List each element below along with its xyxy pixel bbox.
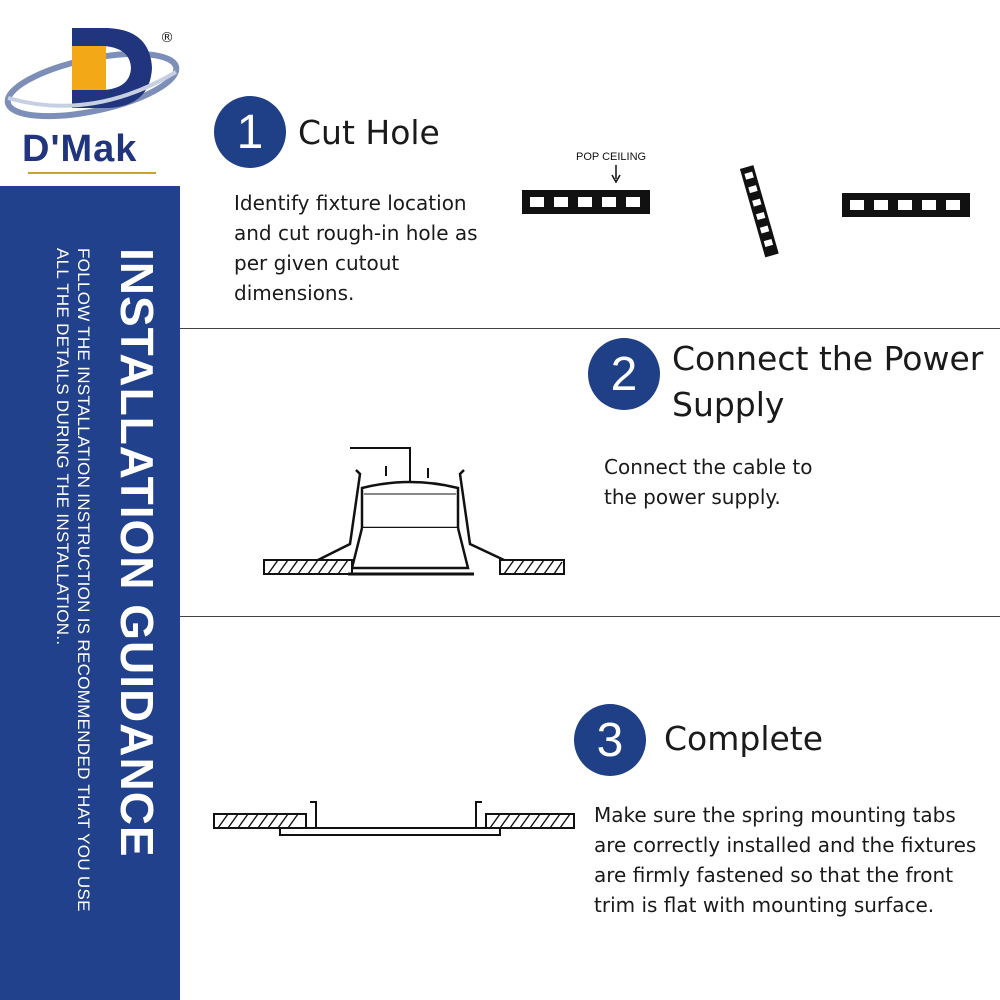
logo-underline bbox=[28, 172, 156, 174]
step-3-title: Complete bbox=[664, 719, 824, 758]
cut-piece bbox=[740, 165, 779, 257]
step-3-number: 3 bbox=[574, 704, 646, 776]
installed-fixture-diagram bbox=[212, 800, 577, 850]
registered-mark: ® bbox=[160, 30, 174, 46]
logo-wordmark: D'Mak bbox=[22, 128, 138, 170]
ceiling-board-left bbox=[522, 190, 650, 214]
sidebar-subtitle: FOLLOW THE INSTALLATION INSTRUCTION IS RECOMMENDED THAT YOU USE ALL THE DETAILS DURING THE INSTALLATION.. bbox=[53, 248, 93, 912]
step-1-number: 1 bbox=[214, 96, 286, 168]
step-2-title: Connect the Power Supply bbox=[672, 339, 984, 424]
step-1-title: Cut Hole bbox=[298, 113, 440, 152]
divider-1 bbox=[180, 328, 1000, 329]
step-2-description: Connect the cable to the power supply. bbox=[604, 455, 813, 509]
pop-ceiling-label: POP CEILING bbox=[576, 151, 647, 163]
divider-2 bbox=[180, 616, 1000, 617]
step-3-description: Make sure the spring mounting tabs are correctly installed and the fixtures are firmly fastened so that the front trim is flat with mounting surface. bbox=[594, 803, 977, 917]
step-1-description: Identify fixture location and cut rough-in hole as per given cutout dimensions. bbox=[234, 191, 478, 305]
sidebar-title: INSTALLATION GUIDANCE bbox=[111, 248, 163, 858]
ceiling-board-right bbox=[842, 193, 970, 217]
ceiling-cut-diagram bbox=[520, 145, 990, 265]
step-2-number: 2 bbox=[588, 338, 660, 410]
ceiling-right bbox=[500, 560, 564, 574]
fixture-wiring-diagram bbox=[260, 440, 570, 590]
ceiling-left bbox=[264, 560, 352, 574]
sidebar-panel bbox=[0, 186, 180, 1000]
